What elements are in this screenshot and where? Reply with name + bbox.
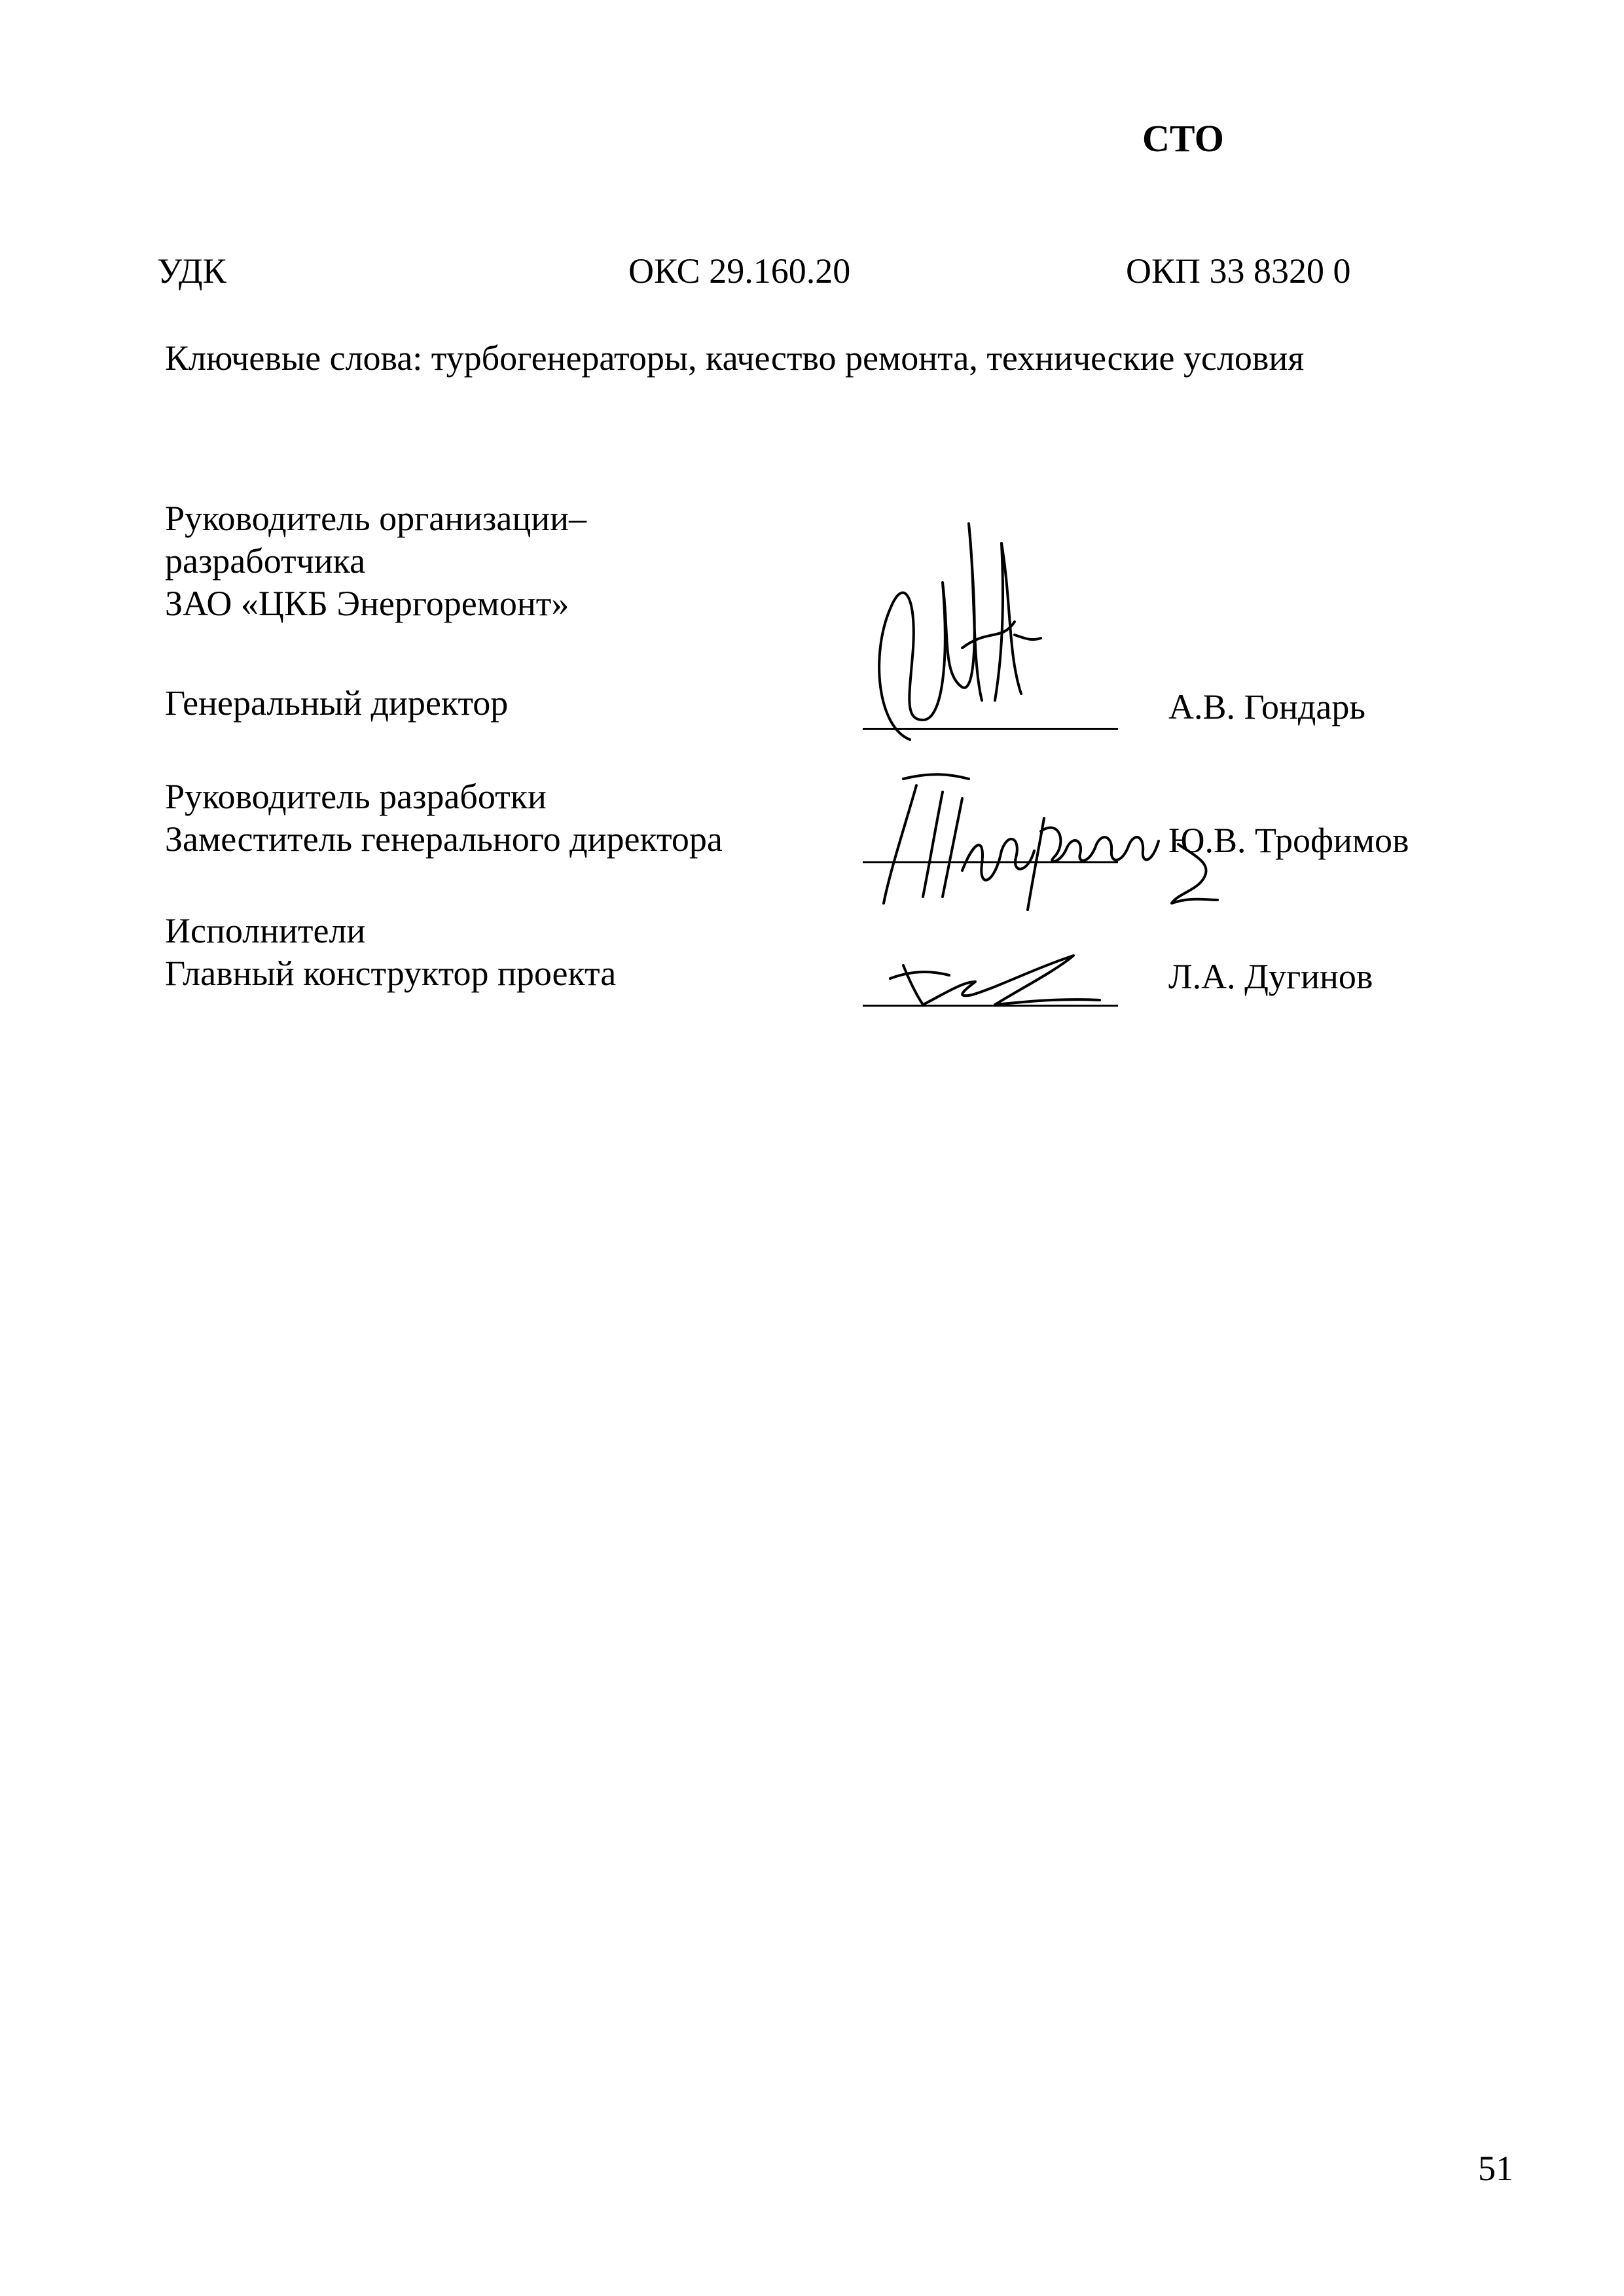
executors-block <box>165 910 616 995</box>
executor-position: Главный конструктор проекта <box>165 953 617 993</box>
director-title: Генеральный директор <box>165 683 509 723</box>
keywords-line: Ключевые слова: турбогенераторы, качество ремонта, технические условия <box>165 338 1305 378</box>
signature-director <box>864 504 1060 766</box>
organization-head-block <box>165 497 586 624</box>
director-name: А.В. Гондарь <box>1168 687 1365 726</box>
dev-lead-block <box>165 776 723 861</box>
okp-code: ОКП 33 8320 0 <box>1126 251 1351 291</box>
udk-label: УДК <box>157 251 226 291</box>
organization-head-line2: разработчика <box>165 541 366 581</box>
dev-lead-name: Ю.В. Трофимов <box>1168 821 1409 860</box>
dev-lead-position: Заместитель генерального директора <box>165 819 723 859</box>
executors-title: Исполнители <box>165 911 366 950</box>
organization-head-line1: Руководитель организации– <box>165 499 587 538</box>
oks-code: ОКС 29.160.20 <box>628 251 851 291</box>
organization-name: ЗАО «ЦКБ Энергоремонт» <box>165 583 569 623</box>
page-number: 51 <box>1478 2149 1513 2188</box>
dev-lead-title: Руководитель разработки <box>165 777 547 816</box>
standard-code: СТО <box>1142 117 1224 160</box>
executor-name: Л.А. Дугинов <box>1168 957 1373 996</box>
signature-executor <box>864 942 1139 1014</box>
